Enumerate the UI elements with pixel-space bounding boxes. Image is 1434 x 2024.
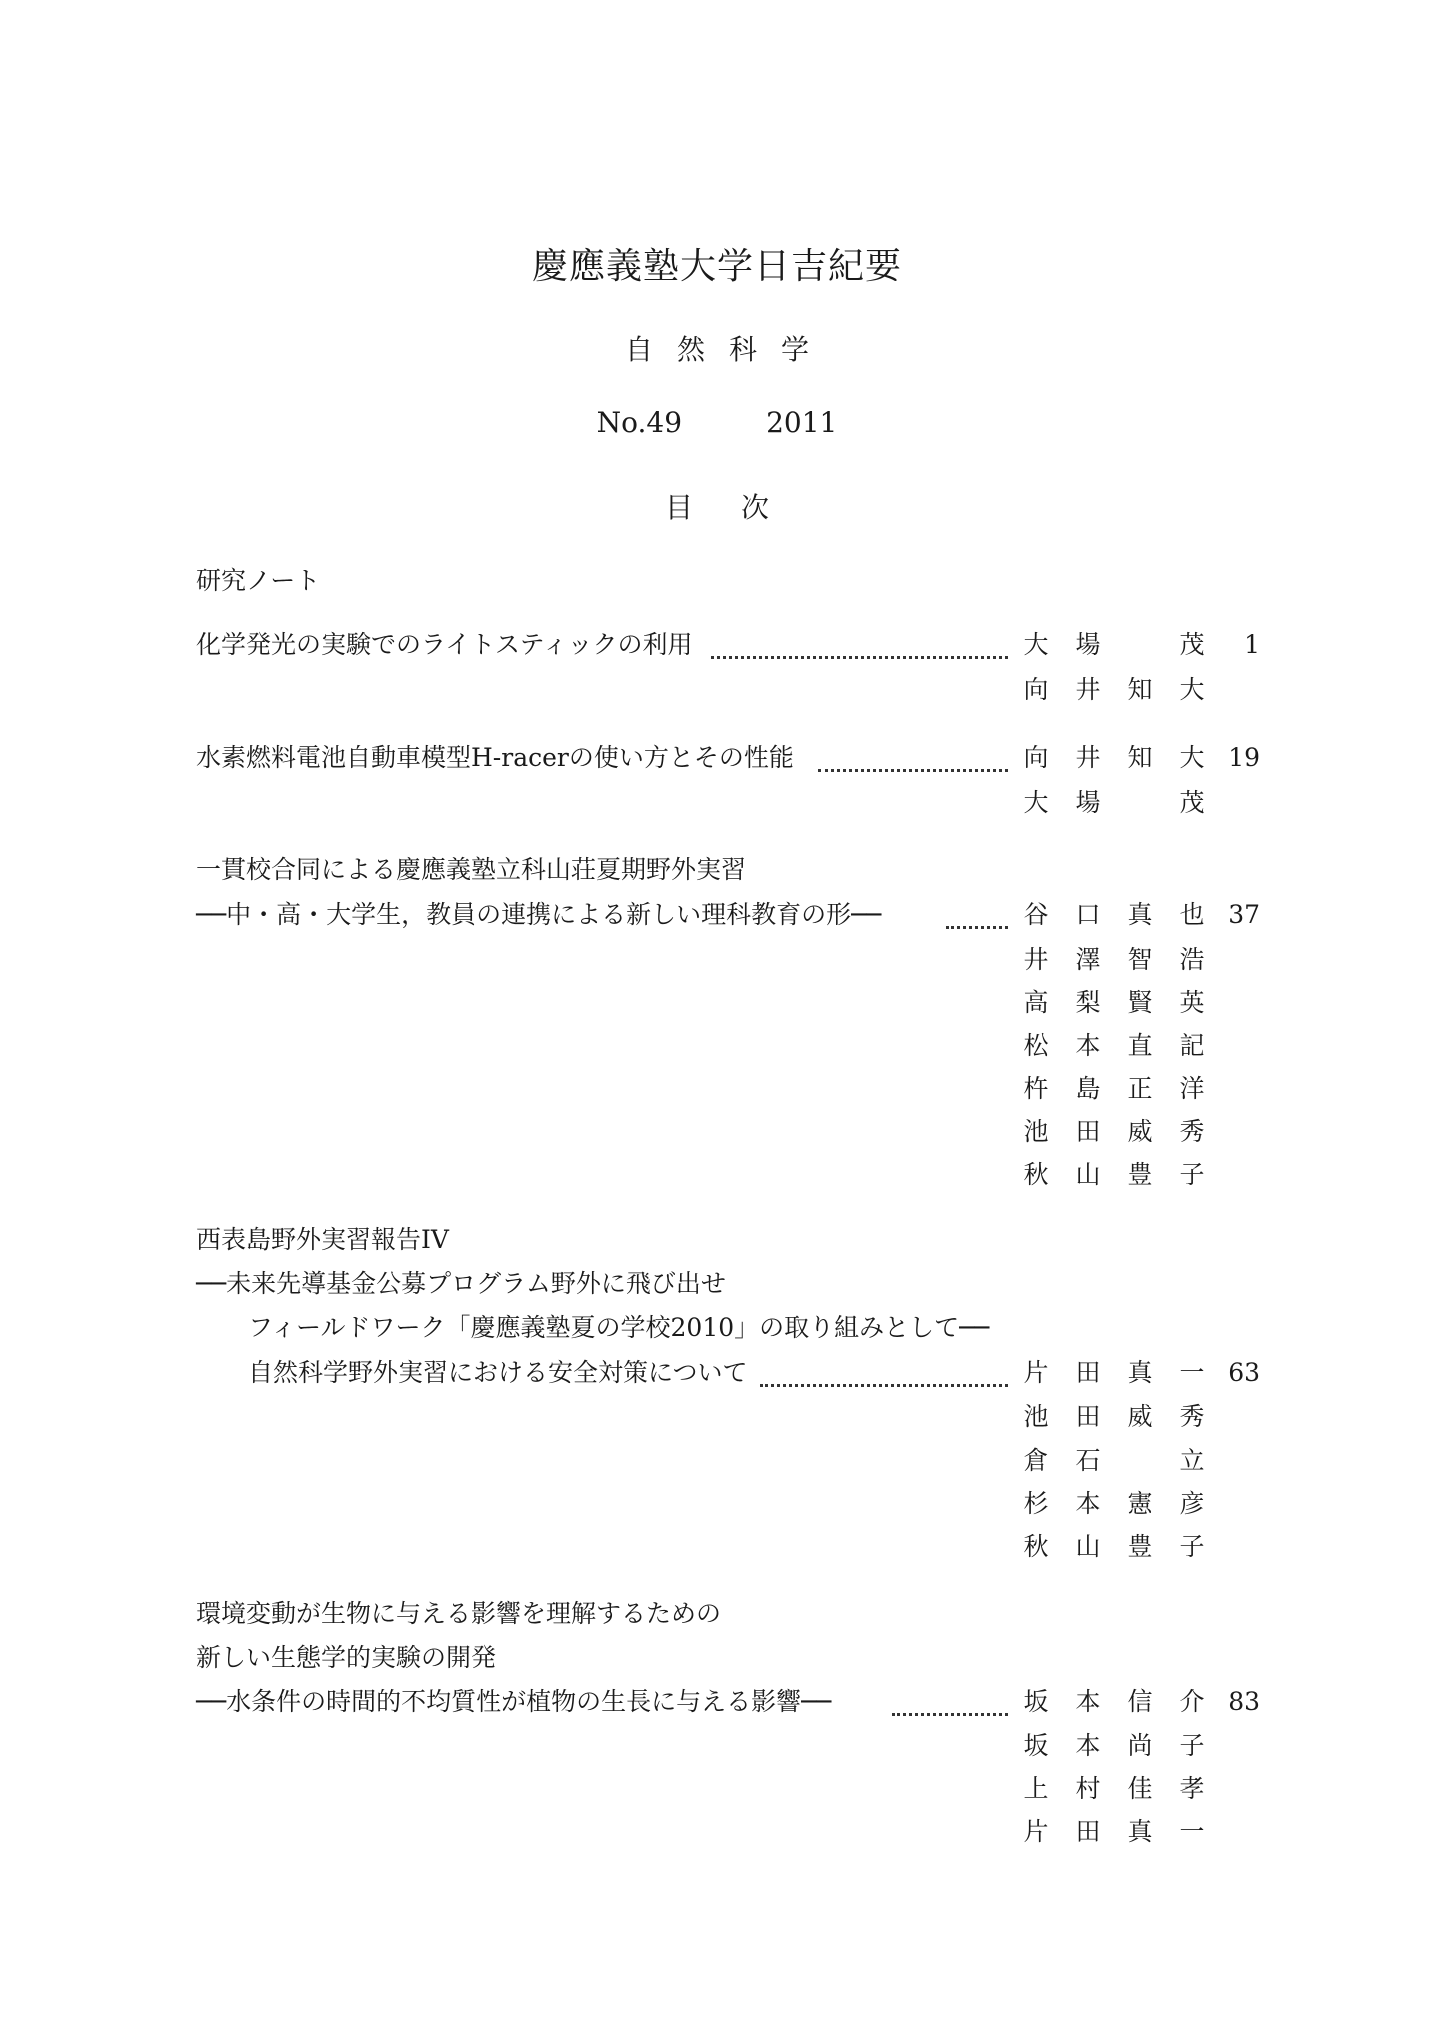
author-name: 秋 山 豊 子 [1023, 1532, 1205, 1561]
author-name: 池 田 威 秀 [1023, 1117, 1205, 1146]
page-number: 83 [1228, 1687, 1260, 1716]
dot-leader [711, 656, 1008, 659]
page-number: 1 [1244, 630, 1260, 659]
issue-year: 2011 [766, 406, 838, 439]
page-number: 19 [1228, 743, 1260, 772]
author-name: 松 本 直 記 [1023, 1031, 1205, 1060]
issue-line [0, 406, 1434, 439]
author-name: 向 井 知 大 [1023, 743, 1205, 772]
entry-title: 新しい生態学的実験の開発 [196, 1643, 497, 1672]
issue-number: No.49 [596, 406, 683, 439]
author-name: 倉 石 立 [1023, 1446, 1205, 1475]
author-name: 井 澤 智 浩 [1023, 945, 1205, 974]
dot-leader [946, 926, 1008, 929]
subject-heading: 自然科学 [624, 333, 833, 366]
entry-subtitle: ──中・高・大学生，教員の連携による新しい理科教育の形── [196, 900, 882, 929]
section-label: 研究ノート [196, 566, 321, 595]
author-name: 秋 山 豊 子 [1023, 1160, 1205, 1189]
author-name: 片 田 真 一 [1023, 1817, 1205, 1846]
dot-leader [892, 1713, 1008, 1716]
entry-title: 環境変動が生物に与える影響を理解するための [196, 1599, 722, 1628]
dot-leader [818, 769, 1008, 772]
entry-title: 水素燃料電池自動車模型H-racerの使い方とその性能 [196, 743, 794, 772]
author-name: 向 井 知 大 [1023, 675, 1205, 704]
author-name: 池 田 威 秀 [1023, 1402, 1205, 1431]
page-number: 37 [1228, 900, 1260, 929]
dot-leader [760, 1384, 1008, 1387]
author-name: 谷 口 真 也 [1023, 900, 1205, 929]
entry-title: 一貫校合同による慶應義塾立科山荘夏期野外実習 [196, 855, 747, 884]
author-name: 大 場 茂 [1023, 630, 1205, 659]
entry-title: 西表島野外実習報告IV [196, 1225, 449, 1254]
author-name: 上 村 佳 孝 [1023, 1774, 1205, 1803]
author-name: 片 田 真 一 [1023, 1358, 1205, 1387]
page-number: 63 [1228, 1358, 1260, 1387]
author-name: 杉 本 憲 彦 [1023, 1489, 1205, 1518]
author-name: 大 場 茂 [1023, 788, 1205, 817]
entry-title: 化学発光の実験でのライトスティックの利用 [196, 630, 693, 659]
entry-subtitle: ──未来先導基金公募プログラム野外に飛び出せ [196, 1269, 726, 1298]
author-name: 坂 本 信 介 [1023, 1687, 1205, 1716]
author-name: 杵 島 正 洋 [1023, 1074, 1205, 1103]
author-name: 坂 本 尚 子 [1023, 1731, 1205, 1760]
author-name: 高 梨 賢 英 [1023, 988, 1205, 1017]
toc-heading: 目次 [664, 491, 817, 524]
entry-subtitle: ──水条件の時間的不均質性が植物の生長に与える影響── [196, 1687, 832, 1716]
entry-subtitle: フィールドワーク「慶應義塾夏の学校2010」の取り組みとして── [248, 1313, 990, 1342]
journal-title: 慶應義塾大学日吉紀要 [531, 246, 902, 287]
entry-subtitle: 自然科学野外実習における安全対策について [248, 1358, 748, 1387]
